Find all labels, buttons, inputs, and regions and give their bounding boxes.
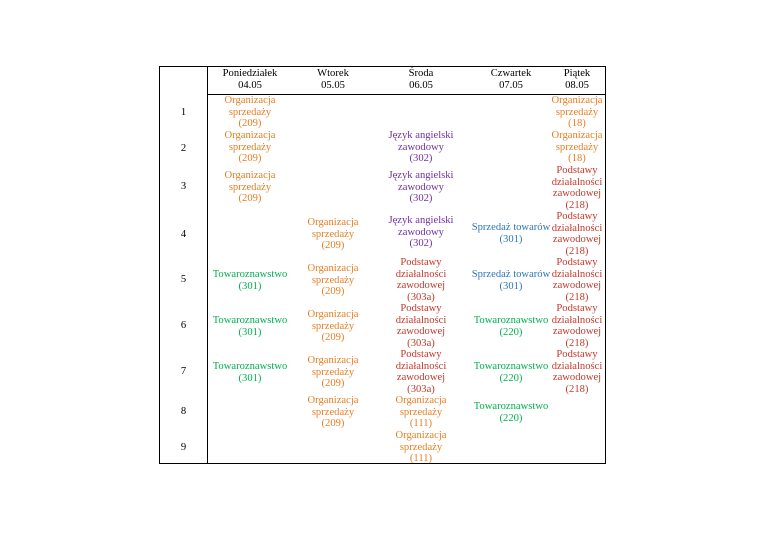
lesson-wednesday-8 <box>373 395 469 430</box>
lesson-monday-1 <box>207 95 293 130</box>
lesson-line: Podstawy <box>556 257 598 268</box>
lesson-line: zawodowy <box>398 141 444 153</box>
lesson-line: (220) <box>499 326 523 338</box>
lesson-thursday-6 <box>463 315 559 338</box>
lesson-line: zawodowy <box>398 181 444 193</box>
lesson-line: Podstawy <box>556 303 598 314</box>
lesson-tuesday-5 <box>293 263 373 298</box>
lesson-line: sprzedaży <box>555 106 599 118</box>
day-date: 04.05 <box>238 79 262 91</box>
lesson-line: sprzedaży <box>399 441 443 453</box>
lesson-line: Organizacja <box>224 95 276 106</box>
lesson-line: (209) <box>321 240 345 252</box>
lesson-line: (301) <box>499 233 523 245</box>
lesson-monday-3 <box>207 170 293 205</box>
lesson-line: (209) <box>321 332 345 344</box>
lesson-line: Organizacja <box>307 395 359 406</box>
lesson-line: (302) <box>409 238 433 250</box>
lesson-line: Towaroznawstwo <box>212 361 288 372</box>
lesson-line: (209) <box>321 286 345 298</box>
lesson-line: sprzedaży <box>399 406 443 418</box>
lesson-line: zawodowej <box>396 280 446 292</box>
lesson-line: (18) <box>568 153 586 165</box>
lesson-line: działalności <box>551 268 603 280</box>
lesson-line: zawodowej <box>552 326 602 338</box>
day-date: 05.05 <box>321 79 345 91</box>
lesson-line: (301) <box>238 280 262 292</box>
hour-number: 5 <box>180 274 187 285</box>
lesson-line: Język angielski <box>388 130 454 141</box>
lesson-tuesday-6 <box>293 309 373 344</box>
lesson-line: Język angielski <box>388 215 454 226</box>
lesson-thursday-7 <box>463 361 559 384</box>
lesson-line: Język angielski <box>388 170 454 181</box>
lesson-line: (218) <box>565 291 589 303</box>
lesson-line: działalności <box>395 314 447 326</box>
lesson-line: (301) <box>238 372 262 384</box>
lesson-line: sprzedaży <box>311 320 355 332</box>
lesson-thursday-4 <box>463 222 559 245</box>
hour-number: 8 <box>180 406 187 417</box>
lesson-tuesday-8 <box>293 395 373 430</box>
lesson-line: zawodowej <box>552 234 602 246</box>
lesson-line: (303a) <box>407 383 435 395</box>
lesson-line: Podstawy <box>400 257 442 268</box>
lesson-tuesday-7 <box>293 355 373 390</box>
lesson-line: Organizacja <box>224 170 276 181</box>
lesson-line: (111) <box>409 418 433 430</box>
lesson-wednesday-6 <box>373 303 469 349</box>
lesson-line: zawodowej <box>396 326 446 338</box>
lesson-line: (209) <box>321 418 345 430</box>
lesson-line: Podstawy <box>400 349 442 360</box>
lesson-line: działalności <box>395 268 447 280</box>
lesson-line: sprzedaży <box>228 181 272 193</box>
lesson-friday-6 <box>549 303 605 349</box>
lesson-monday-6 <box>207 315 293 338</box>
lesson-line: (218) <box>565 199 589 211</box>
lesson-line: Organizacja <box>307 263 359 274</box>
lesson-line: zawodowej <box>396 372 446 384</box>
lesson-monday-7 <box>207 361 293 384</box>
lesson-line: sprzedaży <box>555 141 599 153</box>
day-date: 07.05 <box>499 79 523 91</box>
hour-number: 6 <box>180 320 187 331</box>
lesson-line: Organizacja <box>307 217 359 228</box>
day-header-friday <box>549 68 605 91</box>
lesson-line: Podstawy <box>556 211 598 222</box>
hour-number: 2 <box>180 143 187 154</box>
lesson-line: (302) <box>409 153 433 165</box>
lesson-line: (209) <box>238 193 262 205</box>
lesson-wednesday-5 <box>373 257 469 303</box>
lesson-thursday-8 <box>463 401 559 424</box>
day-name: Wtorek <box>317 68 349 79</box>
lesson-line: Towaroznawstwo <box>212 315 288 326</box>
lesson-line: zawodowej <box>552 372 602 384</box>
lesson-line: Organizacja <box>307 355 359 366</box>
lesson-line: (220) <box>499 372 523 384</box>
day-name: Środa <box>408 68 434 79</box>
lesson-friday-2 <box>549 130 605 165</box>
lesson-monday-5 <box>207 269 293 292</box>
lesson-wednesday-7 <box>373 349 469 395</box>
lesson-line: Towaroznawstwo <box>473 401 549 412</box>
lesson-line: (111) <box>409 453 433 465</box>
lesson-line: (18) <box>568 118 586 130</box>
day-name: Poniedziałek <box>222 68 278 79</box>
lesson-monday-2 <box>207 130 293 165</box>
lesson-friday-5 <box>549 257 605 303</box>
lesson-line: działalności <box>551 360 603 372</box>
lesson-line: Towaroznawstwo <box>473 315 549 326</box>
lesson-line: Podstawy <box>400 303 442 314</box>
hour-number: 4 <box>180 229 187 240</box>
lesson-line: działalności <box>551 314 603 326</box>
hour-number: 3 <box>180 181 187 192</box>
lesson-line: (301) <box>499 280 523 292</box>
lesson-line: Sprzedaż towarów <box>471 269 551 280</box>
lesson-line: (218) <box>565 245 589 257</box>
lesson-line: Organizacja <box>395 430 447 441</box>
lesson-line: Organizacja <box>551 130 603 141</box>
lesson-wednesday-4 <box>373 215 469 250</box>
hour-number: 1 <box>180 107 187 118</box>
lesson-friday-4 <box>549 211 605 257</box>
lesson-friday-3 <box>549 165 605 211</box>
lesson-line: (218) <box>565 337 589 349</box>
lesson-line: działalności <box>551 176 603 188</box>
hour-number: 7 <box>180 366 187 377</box>
lesson-line: Organizacja <box>224 130 276 141</box>
lesson-line: zawodowej <box>552 280 602 292</box>
lesson-line: Organizacja <box>551 95 603 106</box>
lesson-friday-1 <box>549 95 605 130</box>
lesson-friday-7 <box>549 349 605 395</box>
hour-number: 9 <box>180 442 187 453</box>
lesson-line: (303a) <box>407 337 435 349</box>
day-header-thursday <box>463 68 559 91</box>
lesson-line: (209) <box>238 118 262 130</box>
day-header-tuesday <box>293 68 373 91</box>
lesson-line: Organizacja <box>395 395 447 406</box>
day-header-wednesday <box>373 68 469 91</box>
lesson-wednesday-9 <box>373 430 469 465</box>
lesson-wednesday-2 <box>373 130 469 165</box>
lesson-line: (209) <box>238 153 262 165</box>
lesson-line: (303a) <box>407 291 435 303</box>
lesson-line: (301) <box>238 326 262 338</box>
lesson-line: Organizacja <box>307 309 359 320</box>
lesson-line: Podstawy <box>556 349 598 360</box>
lesson-line: Podstawy <box>556 165 598 176</box>
lesson-line: sprzedaży <box>228 141 272 153</box>
lesson-line: (220) <box>499 412 523 424</box>
lesson-thursday-5 <box>463 269 559 292</box>
day-date: 08.05 <box>565 79 589 91</box>
lesson-line: sprzedaży <box>311 366 355 378</box>
day-date: 06.05 <box>409 79 433 91</box>
lesson-line: zawodowy <box>398 226 444 238</box>
timetable <box>159 66 606 464</box>
lesson-wednesday-3 <box>373 170 469 205</box>
lesson-line: (209) <box>321 378 345 390</box>
lesson-line: działalności <box>395 360 447 372</box>
lesson-line: Towaroznawstwo <box>473 361 549 372</box>
lesson-line: sprzedaży <box>228 106 272 118</box>
lesson-line: (302) <box>409 193 433 205</box>
lesson-line: zawodowej <box>552 188 602 200</box>
lesson-line: działalności <box>551 222 603 234</box>
day-header-monday <box>207 68 293 91</box>
lesson-line: Towaroznawstwo <box>212 269 288 280</box>
lesson-line: Sprzedaż towarów <box>471 222 551 233</box>
lesson-line: (218) <box>565 383 589 395</box>
lesson-line: sprzedaży <box>311 406 355 418</box>
day-name: Czwartek <box>490 68 532 79</box>
lesson-line: sprzedaży <box>311 228 355 240</box>
day-name: Piątek <box>563 68 591 79</box>
lesson-line: sprzedaży <box>311 274 355 286</box>
lesson-tuesday-4 <box>293 217 373 252</box>
